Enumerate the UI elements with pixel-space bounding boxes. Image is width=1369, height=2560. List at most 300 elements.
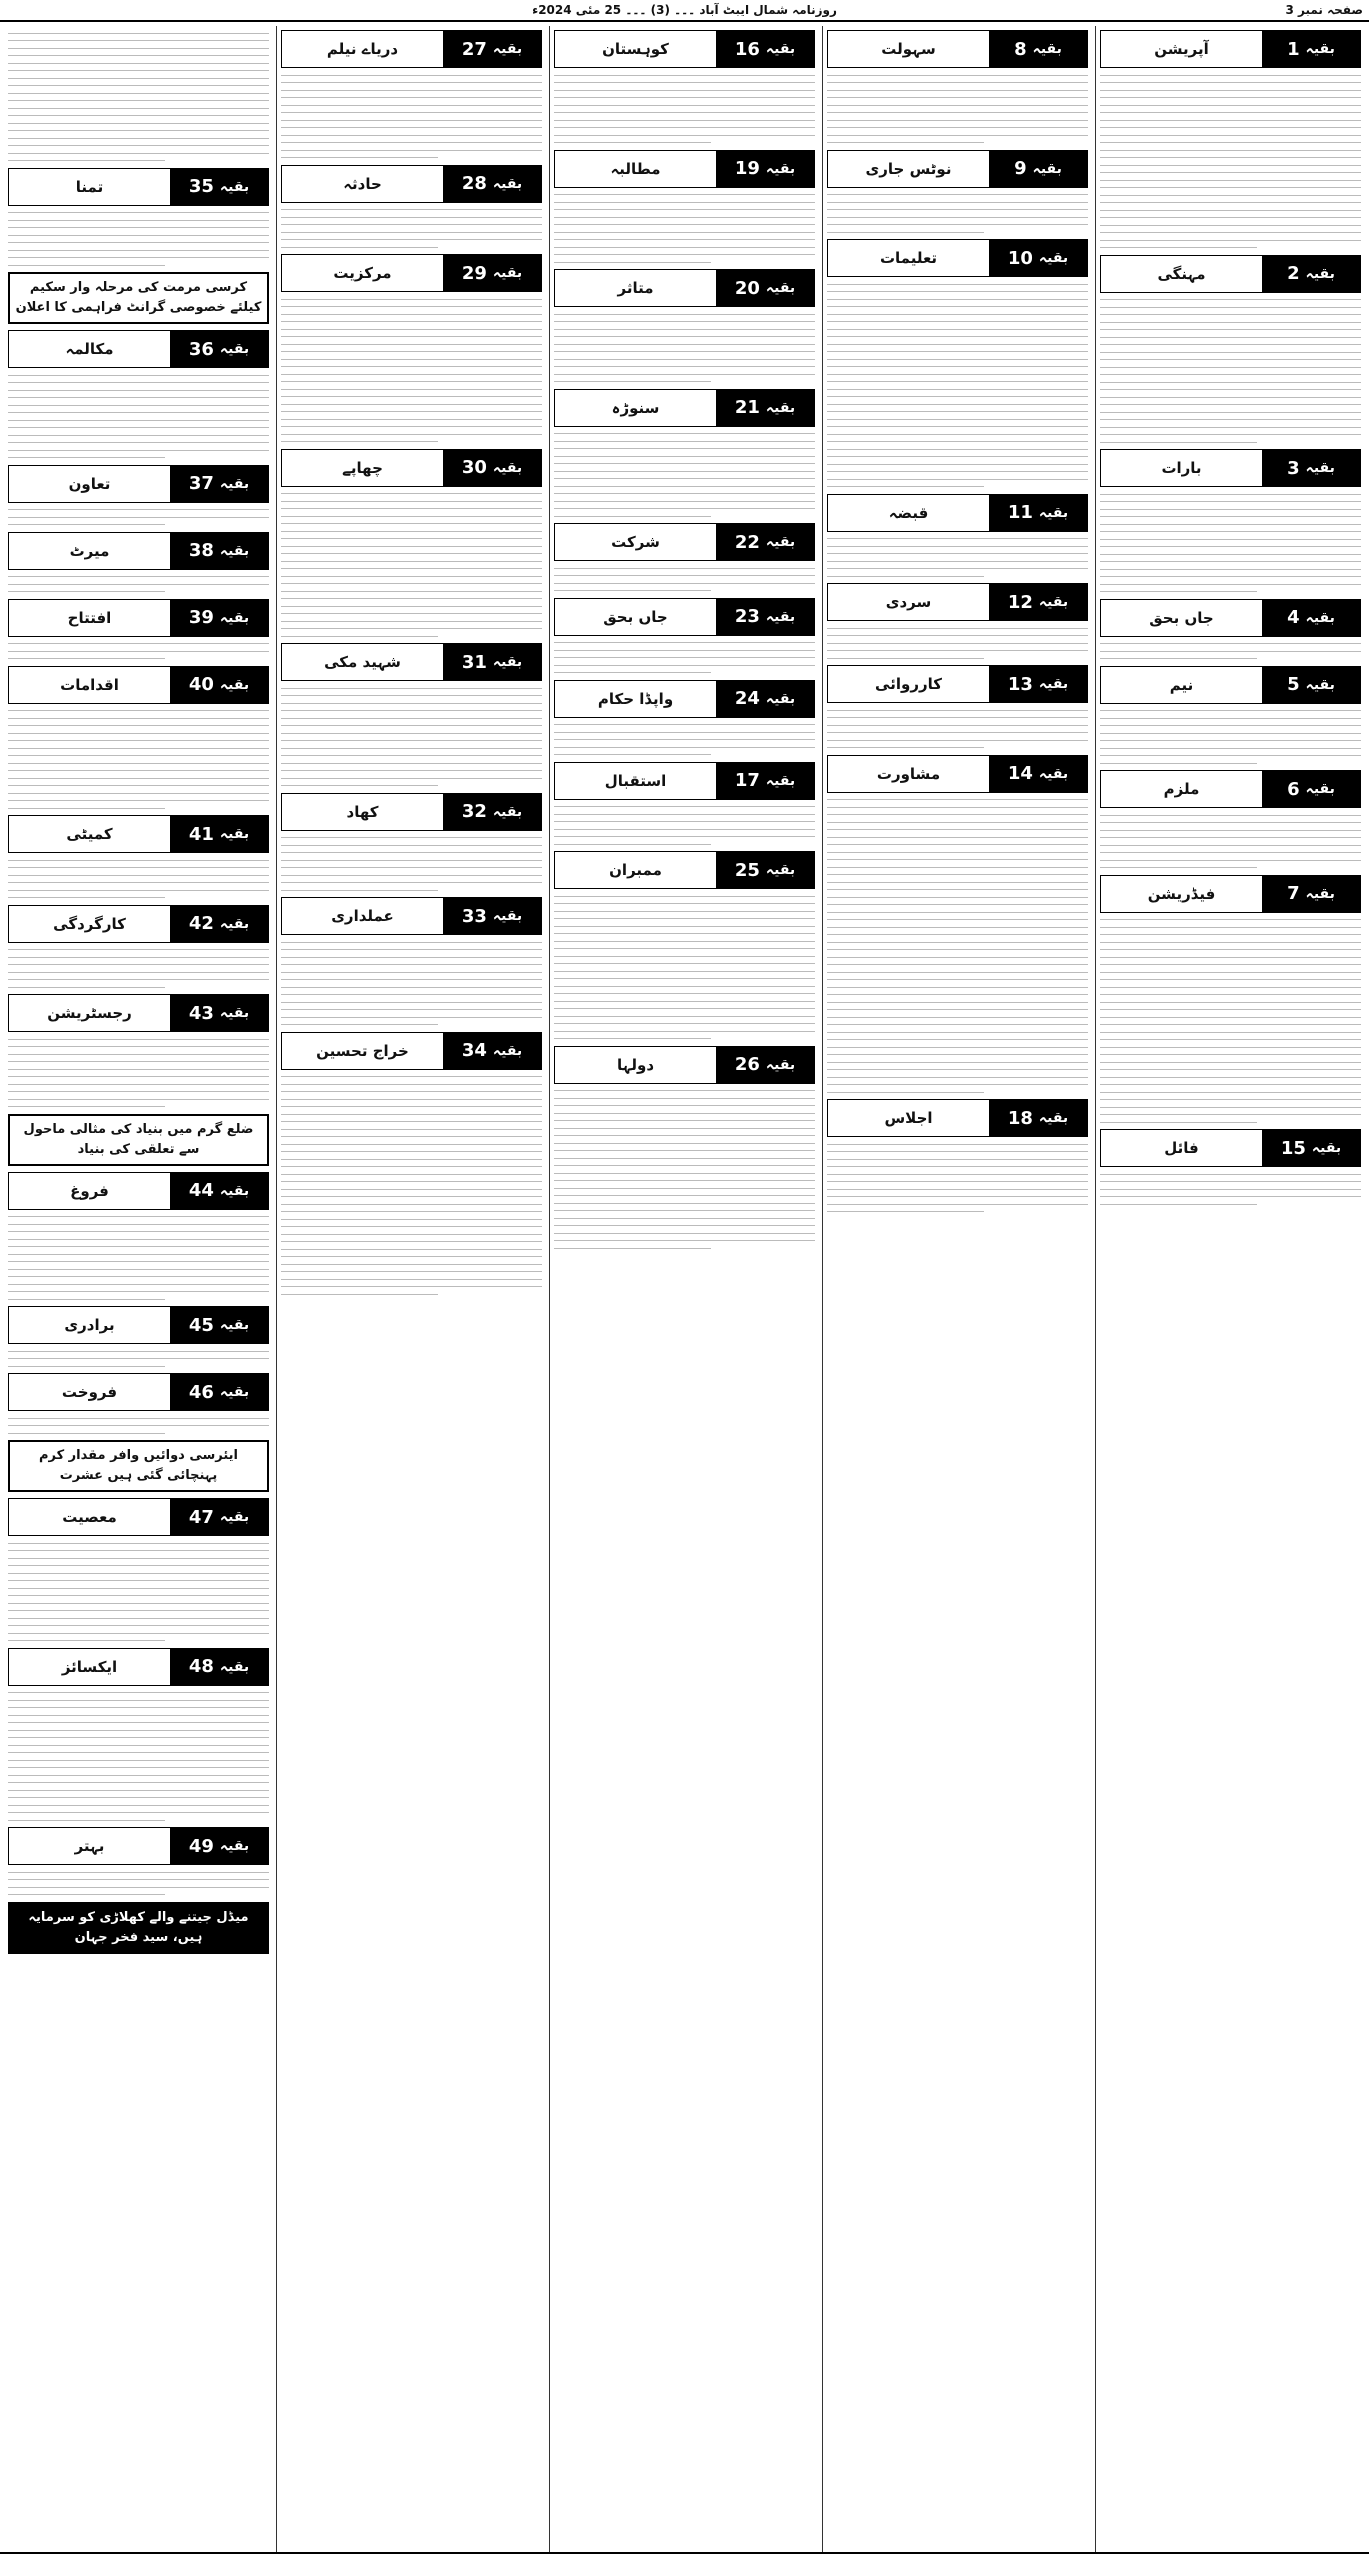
section-body-text bbox=[554, 314, 815, 383]
page-number: صفحہ نمبر 3 bbox=[1285, 3, 1363, 17]
section-number-box bbox=[1262, 600, 1360, 636]
section-body-text bbox=[554, 806, 815, 845]
section-body-text bbox=[8, 375, 269, 459]
section-header bbox=[8, 599, 269, 637]
section-header bbox=[1100, 599, 1361, 637]
section-number-box bbox=[989, 495, 1087, 531]
section-header bbox=[554, 680, 815, 718]
section-number: 37 bbox=[188, 473, 214, 494]
section-keyword: واپڈا حکام bbox=[555, 681, 716, 717]
section-number: 24 bbox=[734, 688, 760, 709]
section-header bbox=[8, 1498, 269, 1536]
section-number-box bbox=[443, 644, 541, 680]
section-body-text bbox=[8, 860, 269, 899]
section-header bbox=[281, 793, 542, 831]
section-body-text bbox=[554, 433, 815, 517]
section-label: بقیہ bbox=[492, 1042, 523, 1059]
section-header bbox=[554, 523, 815, 561]
section-header bbox=[281, 30, 542, 68]
section-number-box bbox=[170, 169, 268, 205]
section-header bbox=[8, 815, 269, 853]
section-header bbox=[8, 465, 269, 503]
section-keyword: مطالبہ bbox=[555, 151, 716, 187]
section-label: بقیہ bbox=[219, 915, 250, 932]
section-keyword: شہید مکی bbox=[282, 644, 443, 680]
section-body-text bbox=[827, 1144, 1088, 1213]
section-keyword: سردی bbox=[828, 584, 989, 620]
section-header bbox=[1100, 449, 1361, 487]
section-number-box bbox=[170, 816, 268, 852]
section-number: 3 bbox=[1287, 457, 1300, 479]
section-label: بقیہ bbox=[219, 676, 250, 693]
section-keyword: اجلاس bbox=[828, 1100, 989, 1136]
section-body-text bbox=[8, 1039, 269, 1108]
section-keyword: حادثہ bbox=[282, 166, 443, 202]
section-header bbox=[554, 30, 815, 68]
section-header bbox=[1100, 875, 1361, 913]
section-number-box bbox=[443, 255, 541, 291]
section-body-text bbox=[554, 896, 815, 1040]
section-body-text bbox=[1100, 815, 1361, 869]
section-body-text bbox=[8, 643, 269, 659]
section-number-box bbox=[170, 466, 268, 502]
section-label: بقیہ bbox=[492, 265, 523, 281]
section-number: 34 bbox=[461, 1040, 487, 1061]
section-keyword: معصیت bbox=[9, 1499, 170, 1535]
section-header bbox=[554, 1046, 815, 1084]
section-number-box bbox=[443, 31, 541, 67]
section-number: 28 bbox=[461, 173, 487, 194]
section-body-text bbox=[281, 493, 542, 637]
section-number-box bbox=[716, 1047, 814, 1083]
section-keyword: افتتاح bbox=[9, 600, 170, 636]
section-header bbox=[554, 150, 815, 188]
section-keyword: خراج تحسین bbox=[282, 1033, 443, 1069]
section-keyword: کارگردگی bbox=[9, 906, 170, 942]
section-label: بقیہ bbox=[1305, 41, 1335, 57]
section-number-box bbox=[170, 1374, 268, 1410]
section-keyword: جاں بحق bbox=[555, 599, 716, 635]
section-body-text bbox=[827, 284, 1088, 488]
section-header bbox=[281, 254, 542, 292]
section-header bbox=[8, 1373, 269, 1411]
columns-container bbox=[4, 26, 1365, 2554]
section-number-box bbox=[716, 151, 814, 187]
column-4 bbox=[276, 26, 546, 2554]
section-number-box bbox=[989, 31, 1087, 67]
column-1 bbox=[1095, 26, 1365, 2554]
section-label: بقیہ bbox=[1038, 594, 1069, 610]
section-label: بقیہ bbox=[219, 1182, 250, 1199]
section-number: 36 bbox=[188, 338, 214, 360]
section-keyword: کارروائی bbox=[828, 666, 989, 702]
section-number-box bbox=[1262, 667, 1360, 703]
section-header bbox=[554, 598, 815, 636]
section-keyword: مرکزیت bbox=[282, 255, 443, 291]
section-body-text bbox=[1100, 1174, 1361, 1205]
section-header bbox=[827, 30, 1088, 68]
section-number-box bbox=[1262, 771, 1360, 807]
section-body-text bbox=[8, 1692, 269, 1821]
section-number: 27 bbox=[461, 38, 487, 60]
section-label: بقیہ bbox=[1032, 41, 1062, 57]
section-keyword: فروخت bbox=[9, 1374, 170, 1410]
section-keyword: فیڈریشن bbox=[1101, 876, 1262, 912]
section-label: بقیہ bbox=[765, 690, 796, 707]
section-number: 8 bbox=[1014, 38, 1027, 60]
section-label: بقیہ bbox=[1305, 885, 1335, 902]
section-number-box bbox=[989, 666, 1087, 702]
section-body-text bbox=[8, 576, 269, 592]
section-keyword: دریاے نیلم bbox=[282, 31, 443, 67]
section-number-box bbox=[170, 1173, 268, 1209]
section-label: بقیہ bbox=[1305, 781, 1335, 797]
section-header bbox=[554, 762, 815, 800]
section-number-box bbox=[716, 390, 814, 426]
section-keyword: کھاد bbox=[282, 794, 443, 830]
section-keyword: سنوڑہ bbox=[555, 390, 716, 426]
section-body-text bbox=[8, 1216, 269, 1300]
section-number-box bbox=[989, 756, 1087, 792]
section-keyword: نوٹس جاری bbox=[828, 151, 989, 187]
section-body-text bbox=[1100, 299, 1361, 443]
section-label: بقیہ bbox=[765, 280, 796, 296]
section-number-box bbox=[170, 667, 268, 703]
section-keyword: مہنگی bbox=[1101, 256, 1262, 292]
section-number: 42 bbox=[188, 913, 214, 934]
section-number: 11 bbox=[1007, 502, 1033, 523]
section-number: 48 bbox=[188, 1656, 214, 1677]
page-header bbox=[0, 0, 1369, 22]
section-keyword: برادری bbox=[9, 1307, 170, 1343]
section-body-text bbox=[8, 212, 269, 266]
notice-box: میڈل جیتنے والے کھلاڑی کو سرمایہ ہیں، سید فخر جہان bbox=[8, 1902, 269, 1954]
section-label: بقیہ bbox=[492, 41, 523, 57]
section-number: 6 bbox=[1287, 778, 1300, 800]
section-number: 35 bbox=[188, 176, 214, 197]
section-keyword: فروغ bbox=[9, 1173, 170, 1209]
section-number-box bbox=[443, 898, 541, 934]
section-header bbox=[827, 665, 1088, 703]
section-number-box bbox=[170, 1499, 268, 1535]
section-label: بقیہ bbox=[765, 399, 796, 416]
section-number-box bbox=[989, 584, 1087, 620]
section-number-box bbox=[170, 906, 268, 942]
section-keyword: دولہا bbox=[555, 1047, 716, 1083]
section-body-text bbox=[1100, 710, 1361, 764]
section-label: بقیہ bbox=[492, 908, 523, 924]
section-keyword: تعلیمات bbox=[828, 240, 989, 276]
section-number-box bbox=[443, 794, 541, 830]
section-label: بقیہ bbox=[765, 160, 796, 177]
section-number: 20 bbox=[734, 277, 760, 299]
section-number: 45 bbox=[188, 1314, 214, 1336]
section-number: 31 bbox=[461, 651, 487, 673]
section-label: بقیہ bbox=[765, 608, 796, 625]
page-footer-rule bbox=[0, 2552, 1369, 2560]
section-header bbox=[8, 666, 269, 704]
section-body-text bbox=[8, 949, 269, 988]
section-header bbox=[281, 449, 542, 487]
section-label: بقیہ bbox=[219, 1509, 250, 1525]
section-keyword: رجسٹریشن bbox=[9, 995, 170, 1031]
section-number-box bbox=[170, 1307, 268, 1343]
section-number-box bbox=[170, 533, 268, 569]
section-label: بقیہ bbox=[219, 1317, 250, 1333]
section-number: 26 bbox=[734, 1054, 760, 1075]
section-keyword: عملداری bbox=[282, 898, 443, 934]
section-number: 15 bbox=[1280, 1137, 1306, 1159]
section-number: 40 bbox=[188, 674, 214, 695]
section-header bbox=[1100, 30, 1361, 68]
section-header bbox=[1100, 666, 1361, 704]
section-header bbox=[1100, 770, 1361, 808]
section-number-box bbox=[989, 240, 1087, 276]
section-body-text bbox=[8, 1418, 269, 1434]
section-body-text bbox=[827, 710, 1088, 749]
section-label: بقیہ bbox=[1038, 676, 1069, 692]
section-label: بقیہ bbox=[492, 654, 523, 670]
section-keyword: متاثر bbox=[555, 270, 716, 306]
section-header bbox=[827, 239, 1088, 277]
section-header bbox=[281, 643, 542, 681]
section-label: بقیہ bbox=[765, 862, 796, 878]
section-number: 12 bbox=[1007, 591, 1033, 613]
section-header bbox=[827, 494, 1088, 532]
section-number-box bbox=[1262, 1130, 1360, 1166]
section-keyword: فائل bbox=[1101, 1130, 1262, 1166]
section-label: بقیہ bbox=[219, 178, 250, 195]
section-number-box bbox=[716, 31, 814, 67]
section-body-text bbox=[281, 209, 542, 248]
section-keyword: ایکسائز bbox=[9, 1649, 170, 1685]
section-number: 16 bbox=[734, 38, 760, 60]
section-number-box bbox=[443, 450, 541, 486]
section-keyword: کمیٹی bbox=[9, 816, 170, 852]
section-keyword: بہتر bbox=[9, 1828, 170, 1864]
section-body-text bbox=[554, 194, 815, 263]
section-number: 18 bbox=[1007, 1107, 1033, 1129]
section-label: بقیہ bbox=[1305, 265, 1335, 282]
section-number: 30 bbox=[461, 457, 487, 478]
section-body-text bbox=[554, 1090, 815, 1249]
section-keyword: مشاورت bbox=[828, 756, 989, 792]
section-body-text bbox=[8, 1543, 269, 1642]
section-number-box bbox=[443, 1033, 541, 1069]
section-number: 25 bbox=[734, 859, 760, 881]
section-label: بقیہ bbox=[219, 341, 250, 357]
section-label: بقیہ bbox=[1032, 160, 1062, 177]
section-body-text bbox=[8, 33, 269, 162]
section-number: 43 bbox=[188, 1002, 214, 1024]
section-header bbox=[8, 994, 269, 1032]
section-number: 14 bbox=[1007, 763, 1033, 784]
section-label: بقیہ bbox=[492, 803, 523, 820]
section-keyword: ملزم bbox=[1101, 771, 1262, 807]
section-keyword: تمنا bbox=[9, 169, 170, 205]
section-keyword: ممبران bbox=[555, 852, 716, 888]
section-label: بقیہ bbox=[1038, 504, 1069, 521]
section-body-text bbox=[281, 837, 542, 891]
section-number: 4 bbox=[1287, 607, 1300, 628]
section-keyword: جاں بحق bbox=[1101, 600, 1262, 636]
section-header bbox=[554, 851, 815, 889]
section-number-box bbox=[716, 524, 814, 560]
section-number-box bbox=[1262, 256, 1360, 292]
section-number-box bbox=[716, 599, 814, 635]
section-number-box bbox=[1262, 31, 1360, 67]
section-number: 10 bbox=[1007, 247, 1033, 269]
column-2 bbox=[822, 26, 1092, 2554]
section-label: بقیہ bbox=[219, 542, 250, 559]
section-keyword: میرٹ bbox=[9, 533, 170, 569]
section-header bbox=[8, 1172, 269, 1210]
section-body-text bbox=[827, 538, 1088, 577]
section-body-text bbox=[8, 1351, 269, 1367]
section-number-box bbox=[716, 852, 814, 888]
section-body-text bbox=[281, 688, 542, 787]
section-header bbox=[8, 532, 269, 570]
section-number-box bbox=[716, 681, 814, 717]
section-header bbox=[281, 165, 542, 203]
column-5 bbox=[4, 26, 273, 2554]
section-number-box bbox=[170, 1649, 268, 1685]
section-body-text bbox=[8, 1872, 269, 1896]
section-header bbox=[281, 897, 542, 935]
section-body-text bbox=[1100, 494, 1361, 593]
section-body-text bbox=[281, 75, 542, 159]
section-body-text bbox=[1100, 75, 1361, 249]
section-label: بقیہ bbox=[219, 475, 250, 492]
section-body-text bbox=[827, 628, 1088, 659]
section-header bbox=[1100, 1129, 1361, 1167]
section-number: 7 bbox=[1287, 883, 1300, 904]
section-body-text bbox=[554, 568, 815, 592]
masthead: روزنامہ شمال ایبٹ آباد ۔۔۔ (3) ۔۔۔ 25 مئی 2024ء bbox=[532, 3, 837, 17]
section-number-box bbox=[1262, 876, 1360, 912]
section-header bbox=[8, 905, 269, 943]
section-label: بقیہ bbox=[1038, 765, 1069, 782]
section-number: 44 bbox=[188, 1180, 214, 1201]
section-number-box bbox=[170, 600, 268, 636]
section-label: بقیہ bbox=[1305, 676, 1335, 693]
section-number: 38 bbox=[188, 540, 214, 561]
section-label: بقیہ bbox=[1311, 1140, 1342, 1156]
section-label: بقیہ bbox=[219, 1005, 250, 1021]
section-header bbox=[1100, 255, 1361, 293]
section-header bbox=[8, 1648, 269, 1686]
section-number-box bbox=[170, 1828, 268, 1864]
section-header bbox=[554, 389, 815, 427]
section-number: 5 bbox=[1287, 674, 1300, 695]
section-number-box bbox=[1262, 450, 1360, 486]
section-keyword: مکالمہ bbox=[9, 331, 170, 367]
section-number: 19 bbox=[734, 158, 760, 179]
section-number-box bbox=[170, 331, 268, 367]
section-number: 17 bbox=[734, 770, 760, 791]
section-number: 22 bbox=[734, 531, 760, 553]
section-body-text bbox=[8, 710, 269, 809]
section-header bbox=[827, 1099, 1088, 1137]
section-keyword: چھاپے bbox=[282, 450, 443, 486]
section-keyword: آپریشن bbox=[1101, 31, 1262, 67]
section-keyword: نیم bbox=[1101, 667, 1262, 703]
section-header bbox=[8, 1306, 269, 1344]
section-label: بقیہ bbox=[219, 609, 250, 626]
section-header bbox=[827, 150, 1088, 188]
section-number: 21 bbox=[734, 397, 760, 418]
section-number-box bbox=[989, 151, 1087, 187]
section-number: 9 bbox=[1014, 158, 1027, 179]
section-body-text bbox=[281, 942, 542, 1026]
section-number: 47 bbox=[188, 1506, 214, 1528]
section-label: بقیہ bbox=[1038, 1110, 1069, 1126]
section-label: بقیہ bbox=[219, 1384, 250, 1400]
section-label: بقیہ bbox=[765, 1056, 796, 1073]
section-number: 13 bbox=[1007, 673, 1033, 695]
section-label: بقیہ bbox=[219, 1838, 250, 1854]
section-number: 46 bbox=[188, 1381, 214, 1403]
section-keyword: اقدامات bbox=[9, 667, 170, 703]
section-body-text bbox=[554, 724, 815, 755]
section-header bbox=[8, 168, 269, 206]
section-number: 23 bbox=[734, 606, 760, 627]
section-number: 2 bbox=[1287, 263, 1300, 284]
section-label: بقیہ bbox=[219, 1658, 250, 1675]
section-header bbox=[8, 1827, 269, 1865]
section-body-text bbox=[554, 75, 815, 144]
section-header bbox=[8, 330, 269, 368]
section-number-box bbox=[716, 763, 814, 799]
section-label: بقیہ bbox=[1305, 609, 1335, 626]
section-label: بقیہ bbox=[765, 772, 796, 789]
section-body-text bbox=[827, 799, 1088, 1093]
section-body-text bbox=[1100, 643, 1361, 659]
notice-box: کرسی مرمت کی مرحلہ وار سکیم کیلئے خصوصی گرانٹ فراہمی کا اعلان bbox=[8, 272, 269, 324]
section-header bbox=[554, 269, 815, 307]
section-number: 29 bbox=[461, 262, 487, 284]
section-body-text bbox=[281, 1076, 542, 1295]
section-label: بقیہ bbox=[765, 534, 796, 550]
section-body-text bbox=[827, 75, 1088, 144]
section-header bbox=[827, 583, 1088, 621]
section-number: 49 bbox=[188, 1835, 214, 1857]
section-label: بقیہ bbox=[492, 459, 523, 476]
section-number: 41 bbox=[188, 823, 214, 845]
section-body-text bbox=[827, 194, 1088, 233]
notice-box: ایئرسی دوائیں وافر مقدار کرم پہنچائی گئی ہیں عشرت bbox=[8, 1440, 269, 1492]
section-body-text bbox=[8, 509, 269, 525]
section-body-text bbox=[1100, 919, 1361, 1123]
section-number-box bbox=[716, 270, 814, 306]
section-number: 33 bbox=[461, 905, 487, 927]
section-number: 32 bbox=[461, 801, 487, 822]
notice-box: ضلع گرم میں بنیاد کی مثالی ماحول سے تعلقی کی بنیاد bbox=[8, 1114, 269, 1166]
section-number-box bbox=[989, 1100, 1087, 1136]
section-number-box bbox=[443, 166, 541, 202]
section-keyword: سہولت bbox=[828, 31, 989, 67]
section-label: بقیہ bbox=[1305, 460, 1335, 476]
section-number: 1 bbox=[1287, 38, 1300, 60]
section-body-text bbox=[554, 642, 815, 673]
section-header bbox=[281, 1032, 542, 1070]
section-label: بقیہ bbox=[492, 175, 523, 192]
column-3 bbox=[549, 26, 819, 2554]
section-keyword: شرکت bbox=[555, 524, 716, 560]
section-label: بقیہ bbox=[1038, 250, 1069, 266]
section-label: بقیہ bbox=[765, 41, 796, 57]
section-body-text bbox=[281, 299, 542, 443]
